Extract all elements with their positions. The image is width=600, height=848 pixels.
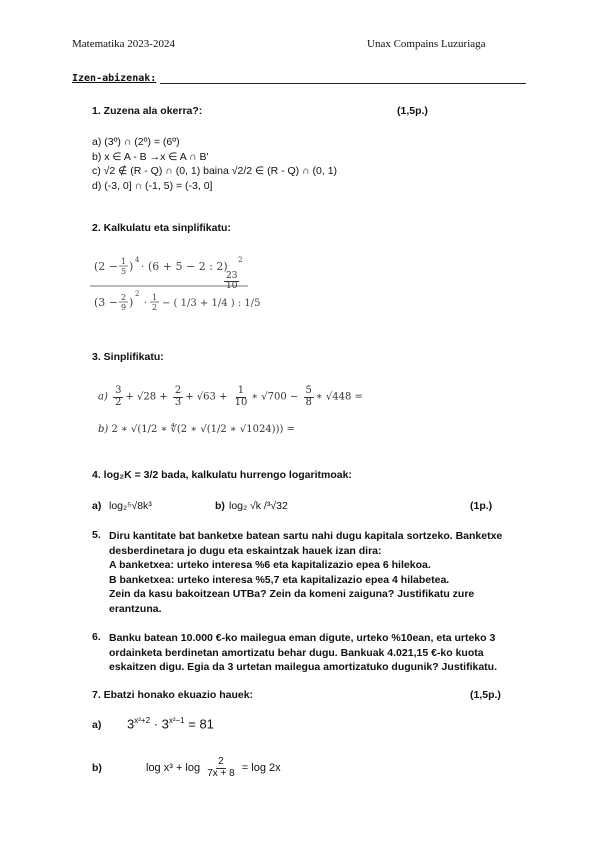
q2-expression	[88, 252, 288, 322]
q6-number: 6.	[92, 631, 101, 643]
q4-b-expr: log₂ √k /³√32	[229, 500, 288, 512]
q1-item-c: c) √2 ∉ (R - Q) ∩ (0, 1) baina √2/2 ∈ (R - Q) ∩ (0, 1)	[92, 165, 338, 177]
q4-b-label: b)	[215, 500, 225, 512]
teacher-header: Unax Compains Luzuriaga	[367, 38, 486, 50]
svg-text:): )	[129, 260, 134, 273]
svg-text:(2 −: (2 −	[94, 260, 119, 273]
name-label: Izen-abizenak:	[72, 73, 157, 84]
q7-a-result: = 81	[188, 716, 214, 732]
q3-label-a: a)	[98, 391, 108, 403]
svg-text:): )	[129, 296, 134, 309]
q3-label-b: b)	[98, 424, 109, 435]
svg-text:2: 2	[121, 293, 127, 302]
q6-text	[109, 631, 497, 675]
q3-line-a: a) $\frac{3}{2}$ + √28 + $\frac{2}{3}$ + √63 + $\frac{1}{10}$ ∗ √700 − $\frac{5}{8}$ ∗ √448 =	[98, 385, 363, 408]
subject-header: Matematika 2023-2024	[72, 38, 175, 50]
q4-a-label: a)	[92, 500, 102, 512]
q2-result-den: 10	[226, 281, 238, 292]
q7-b-equation	[146, 757, 281, 779]
q6-line: eskaitzen digu. Egia da 3 urtetan mailegua amortizatuko dugunik? Justifikatu.	[109, 661, 497, 673]
svg-text:2: 2	[135, 290, 140, 298]
q4-title: 4. log₂K = 3/2 bada, kalkulatu hurrengo logaritmoak:	[92, 469, 352, 481]
q5-line: erantzuna.	[109, 602, 162, 615]
q3-title: 3. Sinplifikatu:	[92, 351, 164, 363]
q7-b-label: b)	[92, 762, 102, 774]
q1-item-b: b) x ∈ A - B →x ∈ A ∩ B'	[92, 150, 209, 163]
svg-text:1: 1	[152, 293, 158, 302]
q5-line: A banketxea: urteko interesa %6 eta kapitalizazio epea 6 hilekoa.	[109, 559, 431, 571]
q7-a-equation: $3^{x^2+2} \cdot 3^{x^2-1} = 81$	[127, 716, 214, 732]
q2-result	[222, 272, 241, 292]
svg-text:·: ·	[144, 298, 148, 309]
q7-b-left: log x³ + log	[146, 761, 201, 774]
svg-text:·: ·	[141, 262, 145, 273]
q1-item-d: d) (-3, 0] ∩ (-1, 5) = (-3, 0]	[92, 179, 213, 192]
q7-b-den: 7x + 8	[207, 767, 235, 779]
q6-line: ordainketa berdinetan amortizatu behar dugu. Bankuak 4.021,15 €-ko kuota	[109, 646, 484, 659]
q3-line-b	[98, 424, 295, 435]
q7-points: (1,5p.)	[470, 689, 501, 701]
name-blank-line	[160, 83, 526, 84]
svg-text:2: 2	[238, 256, 243, 264]
q1-item-a: a) (3º) ∩ (2º) = (6º)	[92, 136, 180, 148]
svg-text:− ( 1/3 + 1/4 ) : 1/5: − ( 1/3 + 1/4 ) : 1/5	[162, 298, 261, 309]
svg-text:2: 2	[152, 303, 158, 312]
q7-b-right: = log 2x	[241, 761, 281, 774]
svg-text:(3 −: (3 −	[94, 296, 119, 309]
q5-number: 5.	[92, 529, 101, 541]
q2-formula-graphic	[88, 252, 288, 322]
q2-title: 2. Kalkulatu eta sinplifikatu:	[92, 222, 231, 234]
svg-text:(6 + 5 − 2 : 2): (6 + 5 − 2 : 2)	[148, 260, 228, 273]
q4-a-expr: log₂⁵√8k³	[109, 500, 152, 512]
q1-title: 1. Zuzena ala okerra?:	[92, 105, 203, 117]
q1-points: (1,5p.)	[397, 105, 428, 117]
q7-a-label: a)	[92, 719, 102, 731]
q5-line: B banketxea: urteko interesa %5,7 eta kapitalizazio epea 4 hilabetea.	[109, 573, 450, 586]
svg-text:5: 5	[121, 267, 127, 276]
svg-text:4: 4	[135, 256, 140, 264]
q6-line: Banku batean 10.000 €-ko mailegua eman digute, urteko %10ean, eta urteko 3	[109, 632, 496, 644]
q5-line: desberdinetara jo dugu eta eskaintzak hauek izan dira:	[109, 544, 382, 557]
q3-line-b-expr: 2 ∗ √(1/2 ∗ ∜(2 ∗ √(1/2 ∗ √1024))) =	[111, 424, 295, 435]
q5-line: Diru kantitate bat banketxe batean sartu nahi dugu kapitala sortzeko. Banketxe	[109, 530, 503, 542]
q7-b-num: 2	[218, 756, 224, 767]
q4-points: (1p.)	[470, 500, 493, 512]
q2-result-num: 23	[226, 271, 238, 281]
q7-title: 7. Ebatzi honako ekuazio hauek:	[92, 689, 254, 701]
q5-text	[109, 529, 502, 616]
q5-line: Zein da kasu bakoitzean UTBa? Zein da komeni zaiguna? Justifikatu zure	[109, 588, 475, 600]
svg-text:9: 9	[121, 303, 127, 312]
q1-items	[92, 135, 337, 193]
svg-text:1: 1	[121, 257, 127, 266]
